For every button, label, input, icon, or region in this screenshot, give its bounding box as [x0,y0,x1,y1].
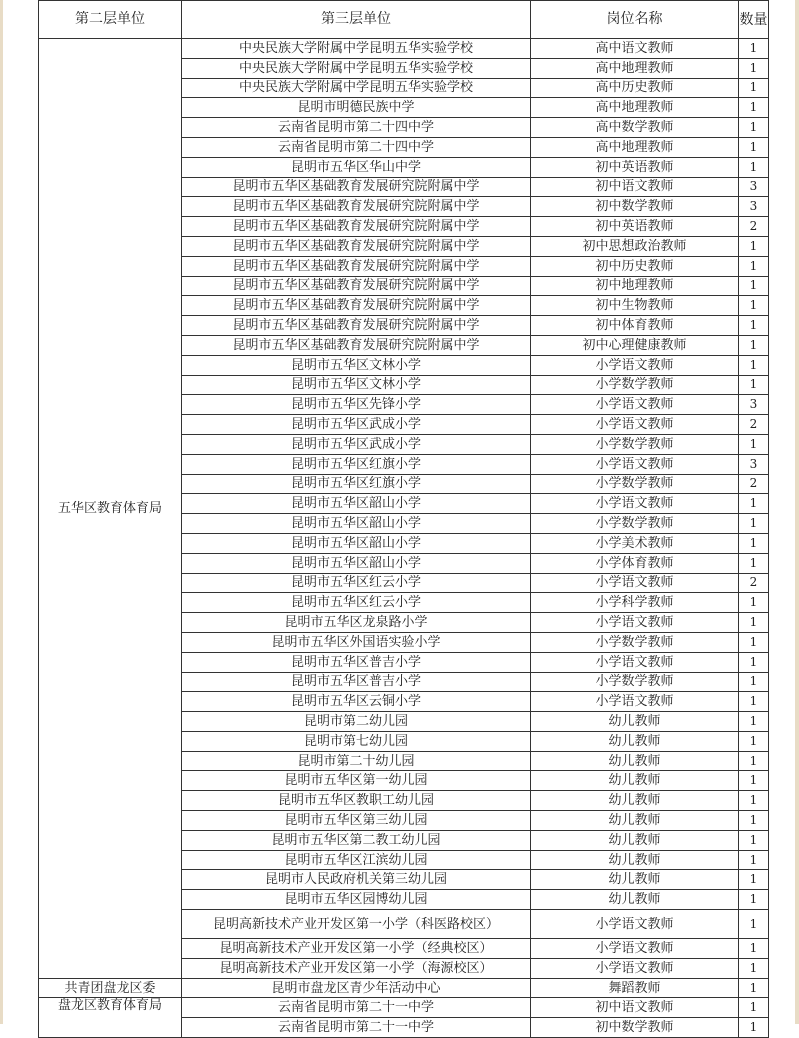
quantity-cell: 2 [739,415,769,435]
level3-unit-cell: 昆明市五华区红云小学 [182,573,531,593]
quantity-cell: 3 [739,197,769,217]
quantity-cell: 1 [739,751,769,771]
quantity-cell: 1 [739,958,769,978]
level3-unit-cell: 昆明市五华区韶山小学 [182,533,531,553]
quantity-cell: 3 [739,395,769,415]
position-cell: 幼儿教师 [531,731,739,751]
quantity-cell: 1 [739,137,769,157]
position-cell: 舞蹈教师 [531,978,739,998]
quantity-cell: 1 [739,712,769,732]
level3-unit-cell: 昆明市五华区基础教育发展研究院附属中学 [182,197,531,217]
position-cell: 初中历史教师 [531,256,739,276]
table-row [39,998,769,1018]
position-cell: 幼儿教师 [531,850,739,870]
position-cell: 小学语文教师 [531,613,739,633]
quantity-cell: 1 [739,335,769,355]
level3-unit-cell: 昆明市五华区基础教育发展研究院附属中学 [182,316,531,336]
quantity-cell: 1 [739,692,769,712]
quantity-cell: 1 [739,118,769,138]
level3-unit-cell: 昆明市五华区普吉小学 [182,652,531,672]
quantity-cell: 1 [739,850,769,870]
quantity-cell: 1 [739,998,769,1018]
level2-unit-cell: 五华区教育体育局 [39,39,182,979]
level3-unit-cell: 昆明市五华区红云小学 [182,593,531,613]
level3-unit-cell: 昆明市五华区园博幼儿园 [182,890,531,910]
position-cell: 小学语文教师 [531,494,739,514]
position-cell: 小学数学教师 [531,474,739,494]
level3-unit-cell: 昆明市五华区云铜小学 [182,692,531,712]
level3-unit-cell: 昆明市盘龙区青少年活动中心 [182,978,531,998]
level3-unit-cell: 云南省昆明市第二十一中学 [182,1018,531,1038]
quantity-cell: 1 [739,316,769,336]
level3-unit-cell: 昆明市五华区第三幼儿园 [182,811,531,831]
quantity-cell: 1 [739,613,769,633]
level3-unit-cell: 昆明市五华区韶山小学 [182,494,531,514]
position-cell: 高中地理教师 [531,58,739,78]
quantity-cell: 1 [739,791,769,811]
page-frame-right [795,0,799,1024]
level3-unit-cell: 昆明市五华区红旗小学 [182,454,531,474]
position-cell: 小学语文教师 [531,692,739,712]
level3-unit-cell: 中央民族大学附属中学昆明五华实验学校 [182,58,531,78]
level3-unit-cell: 昆明市五华区基础教育发展研究院附属中学 [182,177,531,197]
level3-unit-cell: 昆明市五华区第二教工幼儿园 [182,830,531,850]
quantity-cell: 1 [739,514,769,534]
level3-unit-cell: 昆明市第二幼儿园 [182,712,531,732]
position-cell: 高中语文教师 [531,39,739,59]
quantity-cell: 1 [739,632,769,652]
level3-unit-cell: 昆明市五华区武成小学 [182,434,531,454]
position-cell: 幼儿教师 [531,751,739,771]
position-cell: 初中地理教师 [531,276,739,296]
level3-unit-cell: 昆明市人民政府机关第三幼儿园 [182,870,531,890]
position-cell: 小学语文教师 [531,939,739,959]
position-cell: 小学语文教师 [531,454,739,474]
quantity-cell: 1 [739,939,769,959]
level3-unit-cell: 昆明高新技术产业开发区第一小学（科医路校区） [182,910,531,939]
quantity-cell: 1 [739,870,769,890]
position-cell: 小学语文教师 [531,355,739,375]
level3-unit-cell: 昆明市五华区基础教育发展研究院附属中学 [182,256,531,276]
level3-unit-cell: 昆明高新技术产业开发区第一小学（经典校区） [182,939,531,959]
table-body [39,39,769,1038]
level3-unit-cell: 昆明市五华区基础教育发展研究院附属中学 [182,236,531,256]
level2-unit-cell: 共青团盘龙区委 [39,978,182,998]
position-cell: 幼儿教师 [531,830,739,850]
level3-unit-cell: 云南省昆明市第二十一中学 [182,998,531,1018]
position-cell: 小学语文教师 [531,910,739,939]
level3-unit-cell: 昆明市五华区江滨幼儿园 [182,850,531,870]
position-cell: 小学数学教师 [531,672,739,692]
position-cell: 初中心理健康教师 [531,335,739,355]
position-cell: 初中英语教师 [531,157,739,177]
header-level2: 第二层单位 [39,1,182,39]
position-cell: 幼儿教师 [531,890,739,910]
position-cell: 幼儿教师 [531,791,739,811]
quantity-cell: 3 [739,177,769,197]
level3-unit-cell: 昆明市五华区龙泉路小学 [182,613,531,633]
quantity-cell: 1 [739,494,769,514]
position-cell: 小学数学教师 [531,434,739,454]
level3-unit-cell: 昆明市五华区红旗小学 [182,474,531,494]
level3-unit-cell: 昆明市五华区教职工幼儿园 [182,791,531,811]
level3-unit-cell: 昆明市五华区先锋小学 [182,395,531,415]
quantity-cell: 1 [739,978,769,998]
level3-unit-cell: 云南省昆明市第二十四中学 [182,137,531,157]
level3-unit-cell: 中央民族大学附属中学昆明五华实验学校 [182,78,531,98]
position-cell: 幼儿教师 [531,771,739,791]
position-cell: 初中英语教师 [531,217,739,237]
position-cell: 小学科学教师 [531,593,739,613]
level2-unit-cell: 盘龙区教育体育局 [39,998,182,1038]
level3-unit-cell: 昆明市五华区文林小学 [182,375,531,395]
position-cell: 高中历史教师 [531,78,739,98]
quantity-cell: 1 [739,98,769,118]
quantity-cell: 2 [739,573,769,593]
level3-unit-cell: 昆明市五华区第一幼儿园 [182,771,531,791]
quantity-cell: 1 [739,593,769,613]
level3-unit-cell: 云南省昆明市第二十四中学 [182,118,531,138]
level3-unit-cell: 昆明市五华区华山中学 [182,157,531,177]
level3-unit-cell: 昆明市五华区基础教育发展研究院附属中学 [182,276,531,296]
header-qty: 数量 [739,1,769,39]
quantity-cell: 1 [739,58,769,78]
quantity-cell: 1 [739,434,769,454]
level3-unit-cell: 昆明市五华区韶山小学 [182,553,531,573]
position-cell: 初中体育教师 [531,316,739,336]
position-cell: 初中语文教师 [531,177,739,197]
level3-unit-cell: 昆明市五华区外国语实验小学 [182,632,531,652]
level3-unit-cell: 昆明市明德民族中学 [182,98,531,118]
position-cell: 幼儿教师 [531,870,739,890]
quantity-cell: 1 [739,157,769,177]
level3-unit-cell: 昆明市第七幼儿园 [182,731,531,751]
table-header-row [39,1,769,39]
header-position: 岗位名称 [531,1,739,39]
position-cell: 幼儿教师 [531,811,739,831]
level3-unit-cell: 中央民族大学附属中学昆明五华实验学校 [182,39,531,59]
quantity-cell: 1 [739,236,769,256]
position-cell: 初中数学教师 [531,197,739,217]
quantity-cell: 1 [739,771,769,791]
position-cell: 初中数学教师 [531,1018,739,1038]
level3-unit-cell: 昆明市第二十幼儿园 [182,751,531,771]
level3-unit-cell: 昆明市五华区基础教育发展研究院附属中学 [182,335,531,355]
position-cell: 小学语文教师 [531,958,739,978]
quantity-cell: 1 [739,830,769,850]
quantity-cell: 1 [739,533,769,553]
level3-unit-cell: 昆明市五华区基础教育发展研究院附属中学 [182,296,531,316]
position-cell: 小学数学教师 [531,375,739,395]
quantity-cell: 1 [739,375,769,395]
position-cell: 小学语文教师 [531,652,739,672]
quantity-cell: 1 [739,553,769,573]
position-cell: 高中地理教师 [531,137,739,157]
position-cell: 幼儿教师 [531,712,739,732]
level3-unit-cell: 昆明市五华区文林小学 [182,355,531,375]
position-cell: 高中地理教师 [531,98,739,118]
quantity-cell: 1 [739,731,769,751]
quantity-cell: 1 [739,355,769,375]
header-level3: 第三层单位 [182,1,531,39]
position-cell: 高中数学教师 [531,118,739,138]
level3-unit-cell: 昆明高新技术产业开发区第一小学（海源校区） [182,958,531,978]
quantity-cell: 2 [739,217,769,237]
position-cell: 小学体育教师 [531,553,739,573]
position-cell: 小学数学教师 [531,514,739,534]
level3-unit-cell: 昆明市五华区普吉小学 [182,672,531,692]
position-cell: 小学语文教师 [531,573,739,593]
quantity-cell: 1 [739,296,769,316]
quantity-cell: 1 [739,256,769,276]
quantity-cell: 1 [739,1018,769,1038]
recruitment-table [38,0,769,1038]
position-cell: 小学语文教师 [531,395,739,415]
quantity-cell: 1 [739,78,769,98]
position-cell: 初中语文教师 [531,998,739,1018]
position-cell: 初中思想政治教师 [531,236,739,256]
quantity-cell: 3 [739,454,769,474]
quantity-cell: 1 [739,890,769,910]
position-cell: 小学美术教师 [531,533,739,553]
position-cell: 小学语文教师 [531,415,739,435]
quantity-cell: 1 [739,652,769,672]
table-row [39,39,769,59]
quantity-cell: 1 [739,276,769,296]
quantity-cell: 1 [739,672,769,692]
level3-unit-cell: 昆明市五华区韶山小学 [182,514,531,534]
quantity-cell: 1 [739,811,769,831]
quantity-cell: 1 [739,39,769,59]
quantity-cell: 2 [739,474,769,494]
page-frame-left [0,0,3,1024]
quantity-cell: 1 [739,910,769,939]
position-cell: 小学数学教师 [531,632,739,652]
level3-unit-cell: 昆明市五华区武成小学 [182,415,531,435]
table-row [39,978,769,998]
level3-unit-cell: 昆明市五华区基础教育发展研究院附属中学 [182,217,531,237]
position-cell: 初中生物教师 [531,296,739,316]
